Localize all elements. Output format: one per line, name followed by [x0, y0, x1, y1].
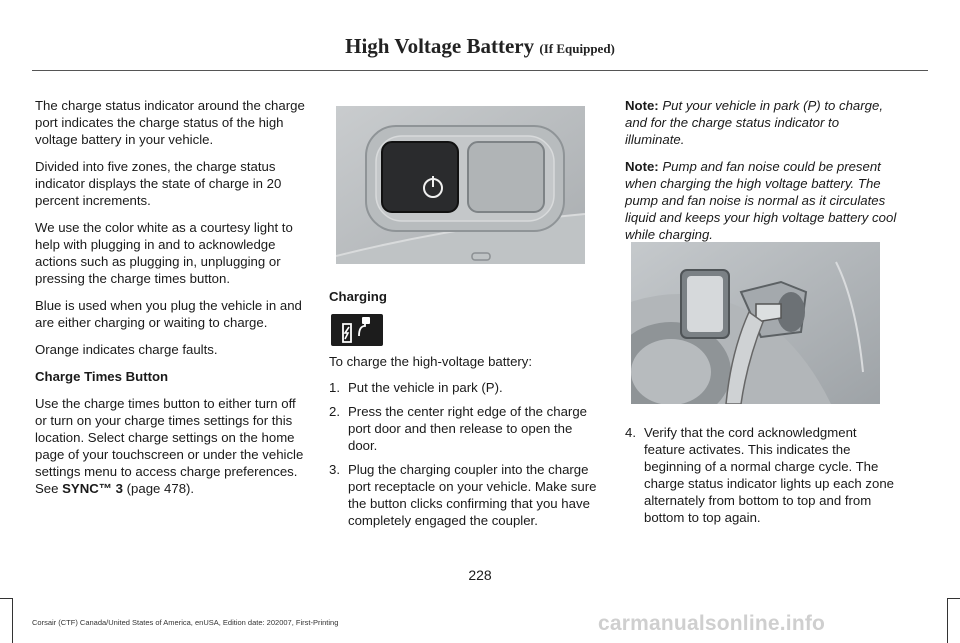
note: [625, 97, 897, 148]
steps-list: [329, 379, 601, 529]
column-1: [35, 97, 307, 507]
paragraph: Divided into five zones, the charge status indicator displays the state of charge in 20 percent increments.: [35, 159, 282, 208]
note-label: Note:: [625, 159, 659, 174]
page-title: [0, 34, 960, 59]
paragraph: Blue is used when you plug the vehicle in and are either charging or waiting to charge.: [35, 298, 302, 330]
note-text: Put your vehicle in park (P) to charge, and for the charge status indicator to illuminate.: [625, 98, 883, 147]
column-2: [329, 288, 601, 315]
charging-coupler-illustration: [631, 242, 880, 404]
list-item: [329, 461, 601, 529]
title-subtitle: (If Equipped): [539, 41, 615, 56]
charging-steps: [329, 353, 601, 536]
header-rule: [32, 70, 928, 71]
paragraph: [35, 395, 307, 497]
paragraph: The charge status indicator around the charge port indicates the charge status of the high voltage battery in your vehicle.: [35, 98, 305, 147]
step-number: 3.: [329, 462, 340, 477]
note-text: Pump and fan noise could be present when charging the high voltage battery. The pump and fan noise is normal as it circulates liquid and keeps your high voltage battery cool while charging.: [625, 159, 897, 242]
crop-mark: [0, 598, 12, 599]
charge-port-buttons-illustration: [336, 106, 585, 264]
watermark: carmanualsonline.info: [598, 612, 826, 635]
step-text: Put the vehicle in park (P).: [348, 380, 503, 395]
page-number: 228: [468, 567, 492, 583]
step-text: Press the center right edge of the charge port door and then release to open the door.: [348, 404, 587, 453]
page-reference: (page 478).: [122, 481, 195, 496]
paragraph-text: Use the charge times button to either turn off or turn on your charge times settings for this location. Select charge settings on the home page of your touchscreen or under the vehicle settings menu to access charge preferences. See: [35, 396, 304, 496]
step-number: 1.: [329, 380, 340, 395]
list-item: [625, 424, 897, 526]
steps-list: [625, 424, 897, 526]
note: [625, 158, 897, 243]
step-number: 4.: [625, 425, 636, 440]
step-text: Plug the charging coupler into the charge port receptacle on your vehicle. Make sure the button clicks confirming that you have completely engaged the coupler.: [348, 462, 597, 528]
step-4: [625, 424, 897, 533]
step-number: 2.: [329, 404, 340, 419]
crop-mark: [947, 598, 948, 643]
footer-edition-note: Corsair (CTF) Canada/United States of America, enUSA, Edition date: 202007, First-Printing: [32, 618, 339, 627]
plug-charging-icon: [331, 314, 383, 346]
sync-link[interactable]: SYNC™ 3: [62, 481, 123, 496]
crop-mark: [12, 598, 13, 643]
title-main: High Voltage Battery: [345, 34, 535, 58]
section-heading: Charging: [329, 289, 387, 304]
list-item: [329, 379, 601, 396]
section-heading: Charge Times Button: [35, 369, 169, 384]
paragraph: We use the color white as a courtesy light to help with plugging in and to acknowledge actions such as plugging in, unplugging or pressing the charge times button.: [35, 220, 293, 286]
note-label: Note:: [625, 98, 659, 113]
step-text: Verify that the cord acknowledgment feature activates. This indicates the beginning of a normal charge cycle. The charge status indicator lights up each zone alternately from bottom to top and from bottom to top again.: [644, 425, 894, 525]
crop-mark: [947, 598, 960, 599]
column-3: [625, 97, 897, 253]
paragraph: Orange indicates charge faults.: [35, 342, 218, 357]
paragraph: To charge the high-voltage battery:: [329, 354, 533, 369]
list-item: [329, 403, 601, 454]
